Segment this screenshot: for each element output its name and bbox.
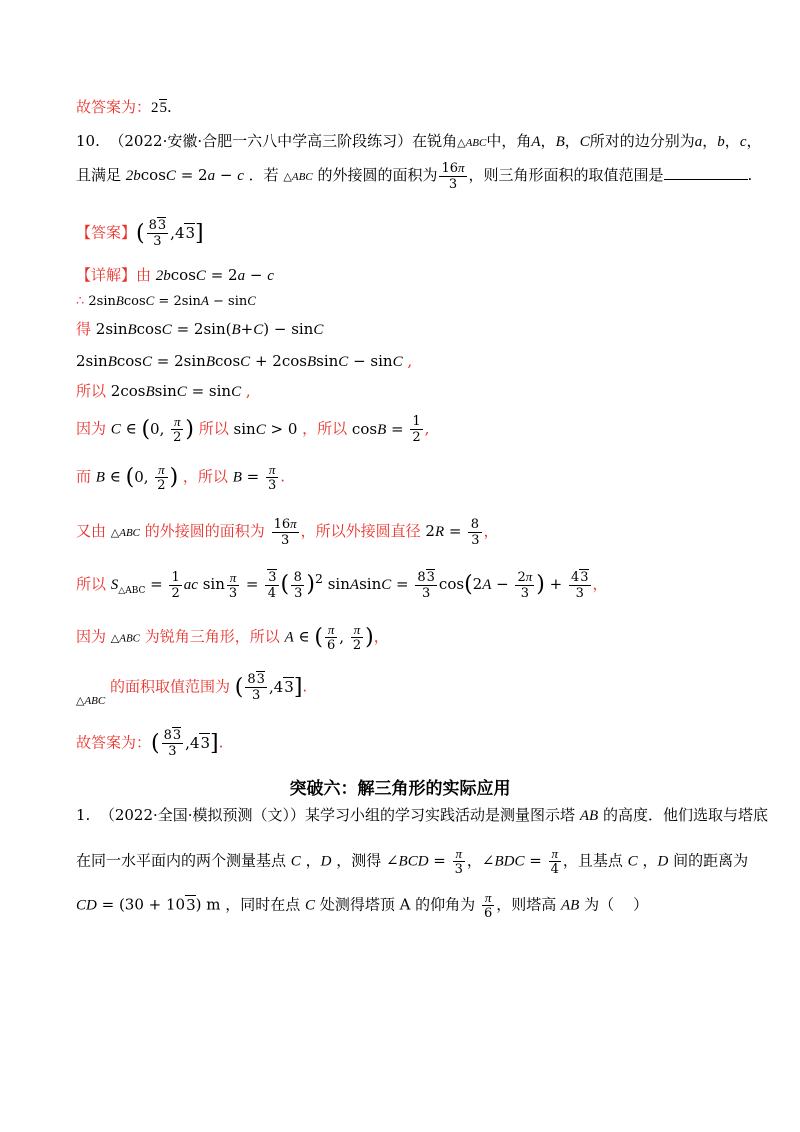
solution-step-10: $_{\triangle ABC}$ 的面积取值范围为 ( $\frac{83}{3}$ ,43]. xyxy=(76,672,308,707)
solution-step-1: ∴ 2sinBcosC = 2sinA − sinC xyxy=(76,293,256,309)
problem-1-line1: 1. （2022·全国·模拟预测（文））某学习小组的学习实践活动是测量图示塔 AB 的高度．他们选取与塔底 xyxy=(76,806,768,824)
solution-step-8: 所以 $S_{\triangle ABC}$ = $\frac{1}{2}$ ac sin $\frac{\pi}{3}$ = $\frac{3}{4}$ ( $\frac{8}{3}$ )$^2$ sinAsinC = $\frac{83}{3}$ cos(2A − $\frac{2\pi}{3}$ ) + $\frac{43}{3}$ ， xyxy=(76,569,608,601)
final-answer-prev: 故答案为：25. xyxy=(76,98,172,116)
problem-10-line1: 10. （2022·安徽·合肥一六八中学高三阶段练习）在锐角△ABC中，角A，B，C所对的边分别为a，b，c， xyxy=(76,132,762,150)
solution-step-4: 所以 2cosBsinC = sinC , xyxy=(76,382,251,400)
section-heading: 突破六：解三角形的实际应用 xyxy=(289,779,511,799)
final-answer: 故答案为：( $\frac{83}{3}$ ,43]. xyxy=(76,728,224,759)
problem-10-line2: 且满足 2bcosC = 2a − c ．若 △ABC 的外接圆的面积为 $\frac{16\pi}{3}$ ，则三角形面积的取值范围是 . xyxy=(76,160,753,192)
solution-step-3: 2sinBcosC = 2sinBcosC + 2cosBsinC − sinC , xyxy=(76,352,413,370)
answer-blank xyxy=(664,165,748,180)
solution-start: 【详解】由 2bcosC = 2a − c xyxy=(76,266,274,284)
solution-step-2: 得 2sinBcosC = 2sin(B+C) − sinC xyxy=(76,320,324,338)
solution-step-7: 又由 △ABC 的外接圆的面积为 $\frac{16\pi}{3}$ ，所以外接圆直径 2R = $\frac{8}{3}$ ， xyxy=(76,516,499,548)
solution-step-6: 而 B ∈ (0, $\frac{\pi}{2}$ ) ，所以 B = $\frac{\pi}{3}$ . xyxy=(76,462,286,493)
problem-1-line2: 在同一水平面内的两个测量基点 C ，D ，测得 ∠BCD = $\frac{\pi}{3}$ ，∠BDC = $\frac{\pi}{4}$ ，且基点 C ，D 间的距离为 xyxy=(76,846,749,877)
solution-step-5: 因为 C ∈ (0, $\frac{\pi}{2}$ ) 所以 sinC > 0 ，所以 cosB = $\frac{1}{2}$ , xyxy=(76,414,430,445)
answer-label: 【答案】( $\frac{83}{3}$ ,43] xyxy=(76,218,204,249)
problem-1-line3: CD = (30 + 103) m ，同时在点 C 处测得塔顶 A 的仰角为 $\frac{\pi}{6}$ ，则塔高 AB 为（ ） xyxy=(76,890,649,921)
solution-step-9: 因为 △ABC 为锐角三角形，所以 A ∈ ( $\frac{\pi}{6}$ , $\frac{\pi}{2}$ )， xyxy=(76,622,389,653)
